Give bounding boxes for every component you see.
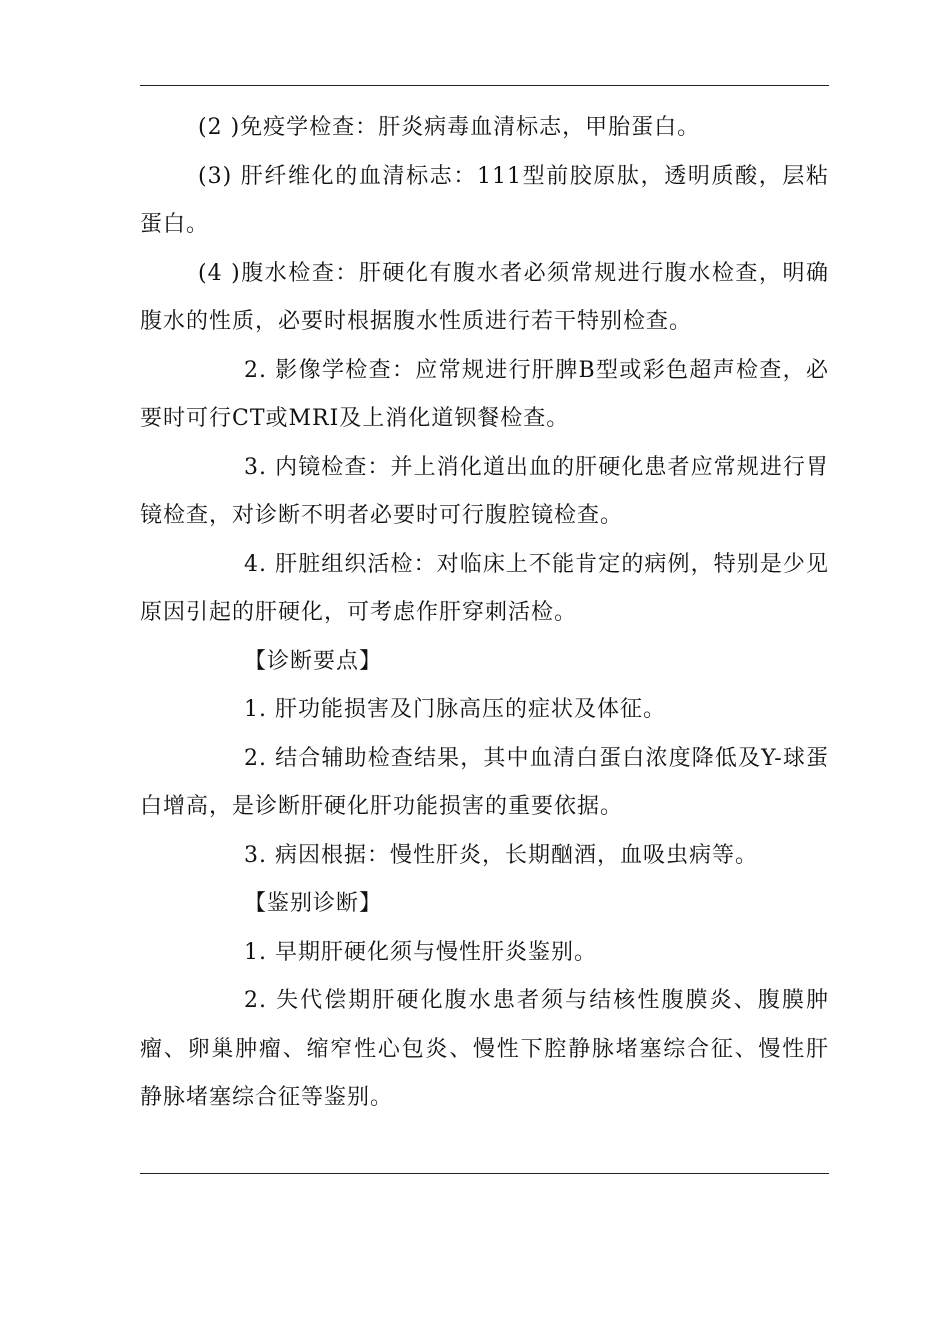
header-rule [140,85,829,86]
paragraph-diagnosis-point-3: 3. 病因根据：慢性肝炎，长期酗酒，血吸虫病等。 [244,842,758,868]
paragraph-endoscopy-exam: 3. 内镜检查：并上消化道出血的肝硬化患者应常规进行胃镜检查，对诊断不明者必要时可行腹腔镜检查。 [140,454,829,528]
paragraph-immunology-exam: (2 )免疫学检查：肝炎病毒血清标志，甲胎蛋白。 [198,115,701,140]
paragraph-imaging-exam: 2. 影像学检查：应常规进行肝脾B型或彩色超声检查，必要时可行CT或MRI及上消化道钡餐检查。 [140,357,829,431]
paragraph-diagnosis-point-1: 1. 肝功能损害及门脉高压的症状及体征。 [244,697,666,722]
section-heading-differential-diagnosis: 【鉴别诊断】 [244,891,383,916]
paragraph-fibrosis-markers: (3) 肝纤维化的血清标志：111型前胶原肽，透明质酸，层粘蛋白。 [140,163,829,237]
document-body [140,104,829,1123]
section-heading-diagnosis-points: 【诊断要点】 [244,648,383,674]
footer-rule [140,1173,829,1174]
paragraph-differential-2: 2. 失代偿期肝硬化腹水患者须与结核性腹膜炎、腹膜肿瘤、卵巢肿瘤、缩窄性心包炎、慢性下腔静脉堵塞综合征、慢性肝静脉堵塞综合征等鉴别。 [140,988,829,1110]
paragraph-diagnosis-point-2: 2. 结合辅助检查结果，其中血清白蛋白浓度降低及Y-球蛋白增高，是诊断肝硬化肝功能损害的重要依据。 [140,745,829,819]
paragraph-liver-biopsy: 4. 肝脏组织活检：对临床上不能肯定的病例，特别是少见原因引起的肝硬化，可考虑作肝穿刺活检。 [140,551,829,625]
paragraph-differential-1: 1. 早期肝硬化须与慢性肝炎鉴别。 [244,939,597,965]
paragraph-ascites-exam: (4 )腹水检查：肝硬化有腹水者必须常规进行腹水检查，明确腹水的性质，必要时根据腹水性质进行若干特别检查。 [140,260,829,334]
